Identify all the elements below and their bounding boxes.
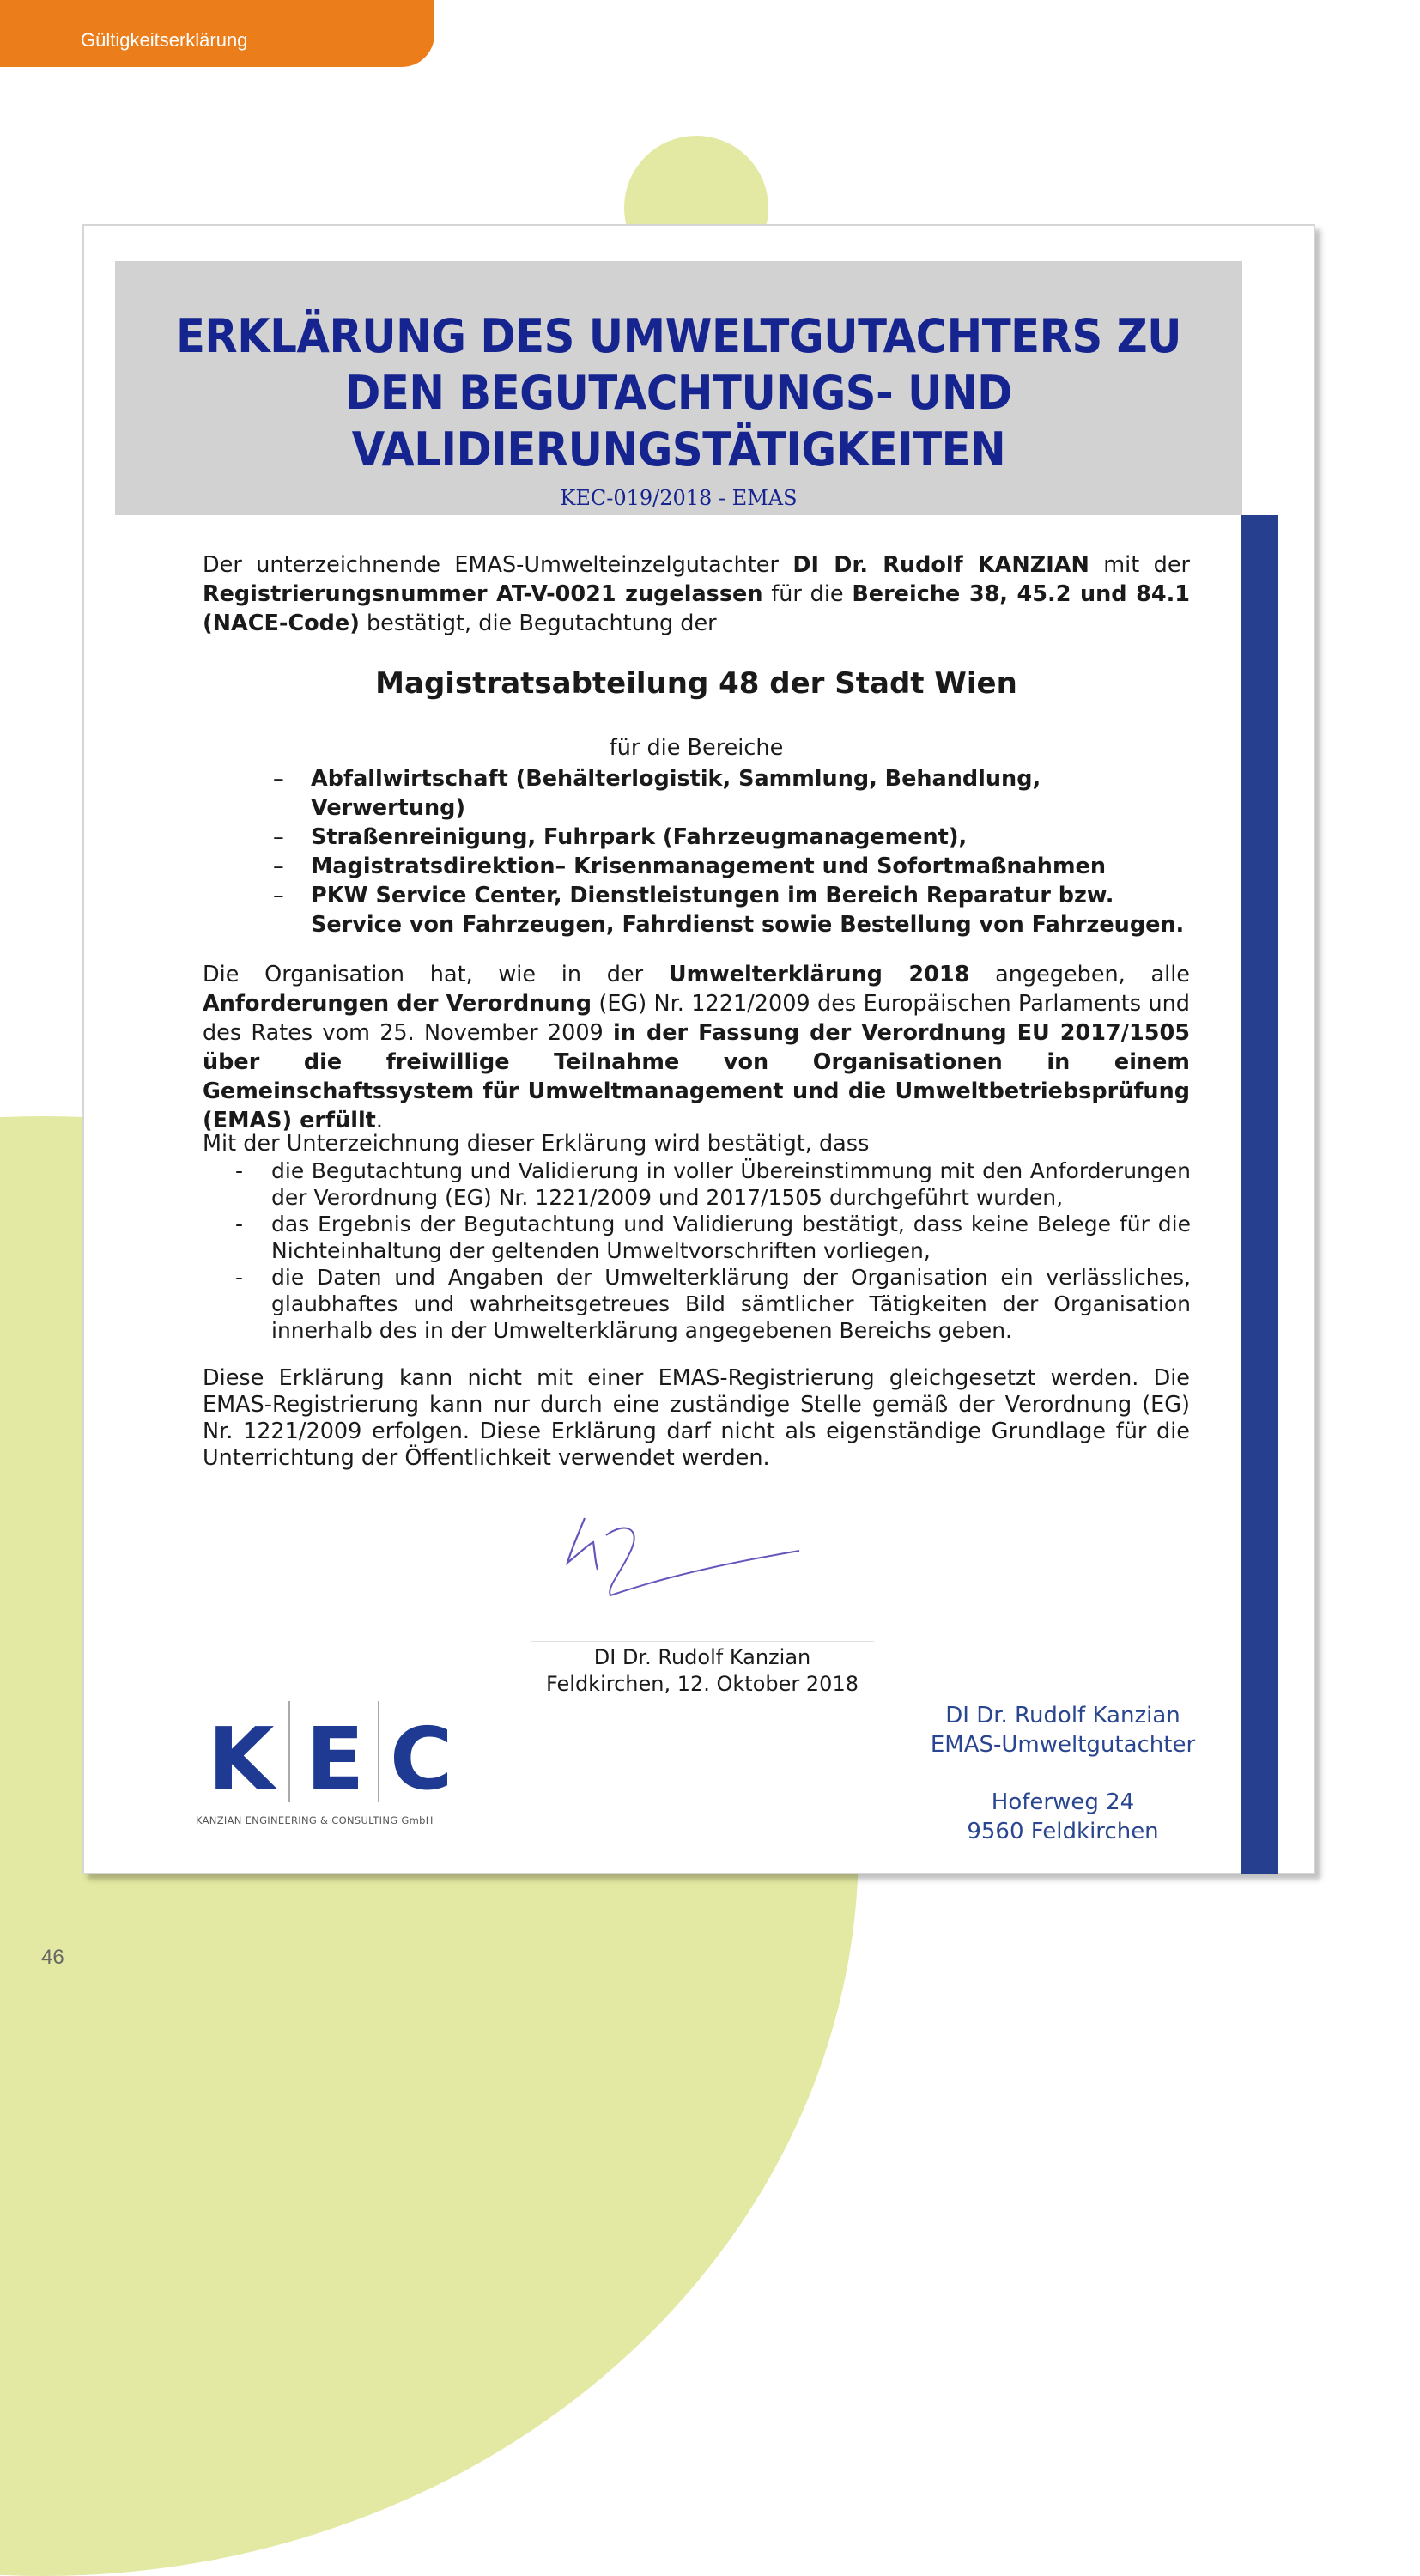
confirmation-list [235, 1157, 1191, 1344]
signature-place-date: Feldkirchen, 12. Oktober 2018 [546, 1672, 859, 1696]
logo-separator [378, 1701, 379, 1802]
logo-letter: C [390, 1709, 453, 1809]
address-city: 9560 Feldkirchen [967, 1819, 1159, 1844]
section-tab [0, 0, 434, 67]
logo-letter: E [306, 1709, 365, 1809]
signature-image [559, 1501, 816, 1613]
title-line-1: ERKLÄRUNG DES UMWELTGUTACHTERS ZU [175, 309, 1182, 363]
certificate-code: KEC-019/2018 - EMAS [560, 486, 798, 510]
list-item: – Abfallwirtschaft (Behälterlogistik, Sammlung, Behandlung, Verwertung) [273, 764, 1192, 823]
certificate-page [82, 224, 1315, 1874]
bereiche-intro: für die Bereiche [609, 735, 784, 761]
signature-line [531, 1641, 874, 1642]
list-item: - die Daten und Angaben der Umwelterklärung der Organisation ein verlässliches, glaubhaftes und wahrheitsgetreues Bild sämtlicher Tätigkeiten der Organisation innerhalb des in der Umwelterklärung angegebenen Bereichs geben. [235, 1264, 1191, 1344]
intro-paragraph: Der unterzeichnende EMAS-Umwelteinzelgutachter DI Dr. Rudolf KANZIAN mit der Registrierungsnummer AT-V-0021 zugelassen für die Bereiche 38, 45.2 und 84.1 (NACE-Code) bestätigt, die Begutachtung der [203, 552, 1191, 636]
signature-block [496, 1644, 908, 1698]
address-location-block [908, 1788, 1217, 1846]
list-item: – PKW Service Center, Dienstleistungen im Bereich Reparatur bzw. Service von Fahrzeugen, Fahrdienst sowie Bestellung von Fahrzeugen. [273, 881, 1192, 939]
logo-tagline: KANZIAN ENGINEERING & CONSULTING GmbH [196, 1814, 434, 1826]
bereich-list [273, 764, 1192, 939]
kec-logo [196, 1701, 479, 1838]
confirmation-intro: Mit der Unterzeichnung dieser Erklärung wird bestätigt, dass [203, 1131, 870, 1157]
organization-name: Magistratsabteilung 48 der Stadt Wien [375, 666, 1017, 701]
title-line-2: DEN BEGUTACHTUNGS- UND [345, 366, 1012, 420]
address-name: DI Dr. Rudolf Kanzian [945, 1703, 1180, 1728]
list-item: - die Begutachtung und Validierung in voller Übereinstimmung mit den Anforderungen der Verordnung (EG) Nr. 1221/2009 und 2017/1505 durchgeführt wurden, [235, 1157, 1191, 1211]
logo-letter: K [208, 1709, 275, 1809]
page-number: 46 [41, 1946, 64, 1969]
disclaimer-paragraph: Diese Erklärung kann nicht mit einer EMAS-Registrierung gleichgesetzt werden. Die EMAS-Registrierung kann nur durch eine zuständige Stelle gemäß der Verordnung (EG) Nr. 1221/2009 erfolgen. Diese Erklärung darf nicht als eigenständige Grundlage für die Unterrichtung der Öffentlichkeit verwendet werden. [203, 1365, 1190, 1471]
list-item: – Straßenreinigung, Fuhrpark (Fahrzeugmanagement), [273, 823, 1192, 852]
signer-name: DI Dr. Rudolf Kanzian [593, 1645, 811, 1669]
certificate-title [161, 261, 1198, 478]
side-accent-bar [1241, 515, 1278, 1874]
title-box [115, 261, 1242, 515]
address-role: EMAS-Umweltgutachter [930, 1732, 1196, 1758]
section-label: Gültigkeitserklärung [81, 29, 248, 51]
logo-separator [288, 1701, 290, 1802]
list-item: - das Ergebnis der Begutachtung und Validierung bestätigt, dass keine Belege für die Nichteinhaltung der geltenden Umweltvorschriften vorliegen, [235, 1211, 1191, 1264]
list-item: – Magistratsdirektion– Krisenmanagement und Sofortmaßnahmen [273, 852, 1192, 881]
statement-paragraph: Die Organisation hat, wie in der Umwelterklärung 2018 angegeben, alle Anforderungen der Verordnung (EG) Nr. 1221/2009 des Europäischen Parlaments und des Rates vom 25. November 2009 in der Fassung der Verordnung EU 2017/1505 über die freiwillige Teilnahme von Organisationen in einem Gemeinschaftssystem für Umweltmanagement und die Umweltbetriebsprüfung (EMAS) erfüllt. [203, 962, 1190, 1133]
address-name-block [908, 1701, 1217, 1759]
address-street: Hoferweg 24 [991, 1789, 1135, 1815]
title-line-3: VALIDIERUNGSTÄTIGKEITEN [351, 422, 1006, 477]
